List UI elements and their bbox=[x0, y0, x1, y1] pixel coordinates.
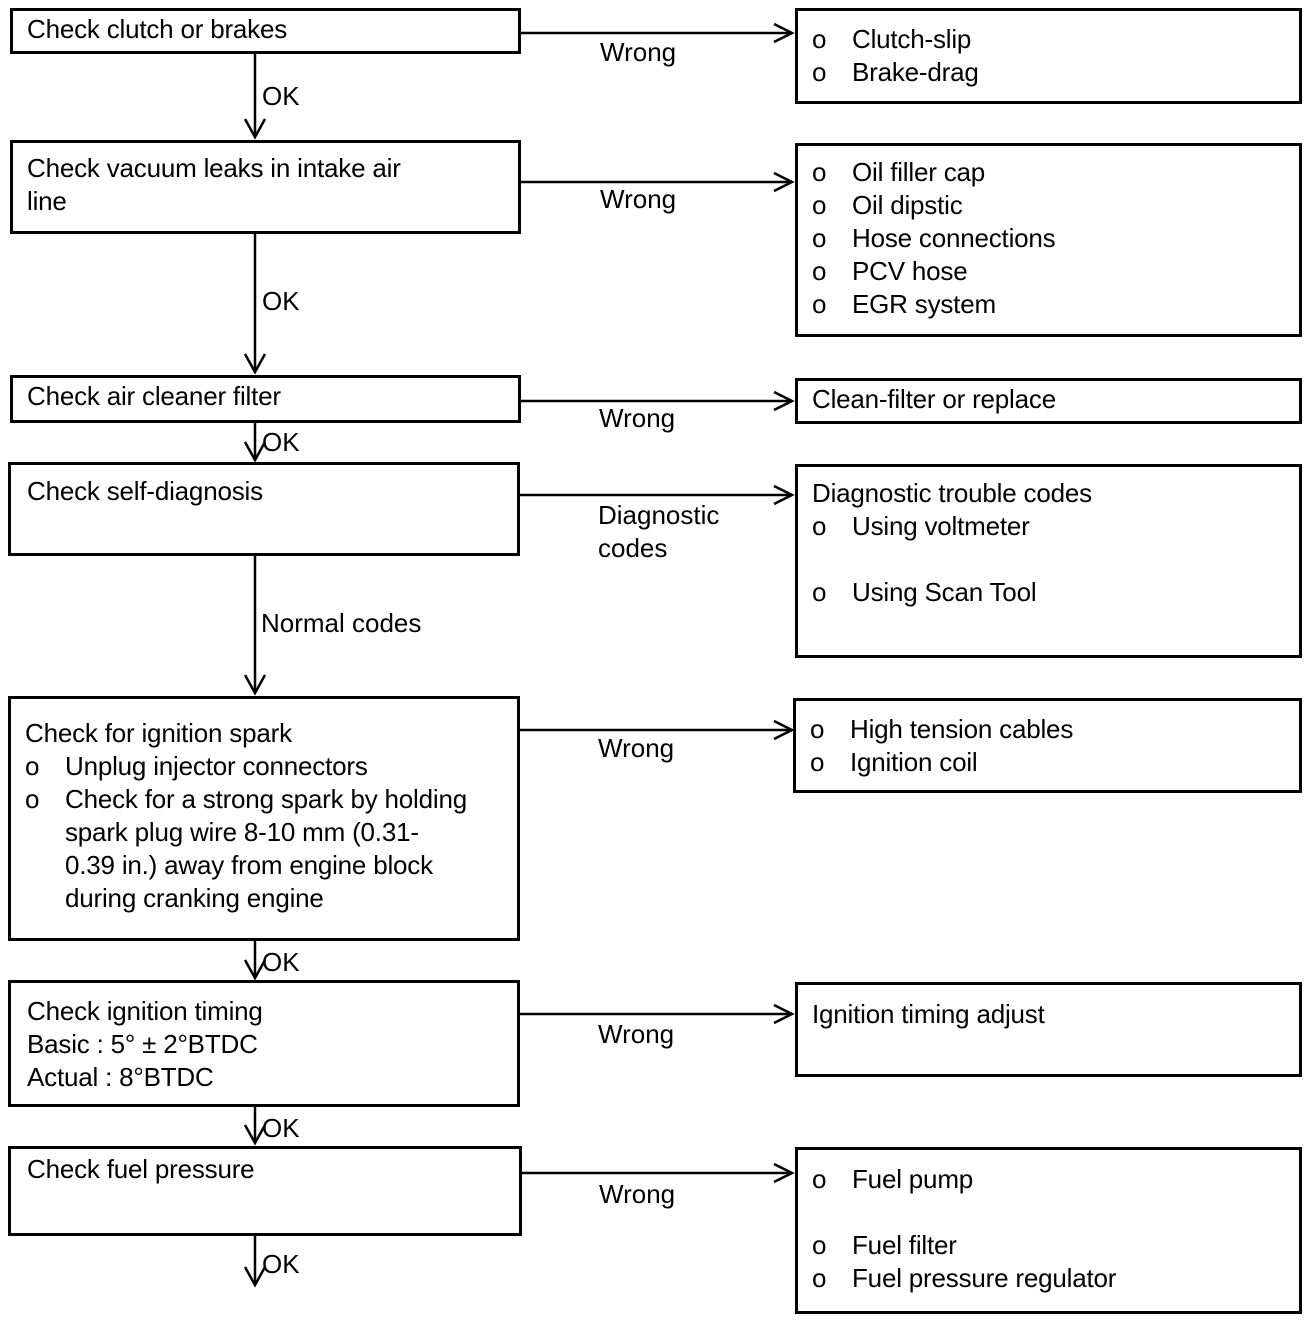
result-list: o Clutch-slip o Brake-drag bbox=[812, 24, 979, 87]
bullet: o bbox=[812, 1230, 827, 1260]
result-diagnostic-codes bbox=[795, 464, 1302, 658]
result-title: Ignition timing adjust bbox=[812, 999, 1045, 1029]
edge-label-wrong: Wrong bbox=[599, 1179, 676, 1209]
edge-label-ok: OK bbox=[262, 286, 300, 316]
step-content: Check for ignition spark o Unplug injector connectors o Check for a strong spark by holding spark plug wire 8-10 mm (0.31- 0.39 in.) away from engine block during cranking engine bbox=[25, 718, 467, 913]
step-clutch-brakes bbox=[10, 8, 521, 54]
edge-label-ok: OK bbox=[262, 1249, 300, 1279]
result-timing-adjust bbox=[795, 982, 1302, 1077]
step-fuel-pressure bbox=[8, 1146, 522, 1236]
result-clean-filter bbox=[795, 378, 1302, 424]
result-list: o Fuel pump o Fuel filter o Fuel pressure regulator bbox=[812, 1164, 1117, 1293]
step-vacuum-leaks bbox=[10, 140, 521, 234]
step-air-cleaner bbox=[10, 375, 521, 423]
bullet: o bbox=[25, 751, 40, 781]
bullet: o bbox=[812, 190, 827, 220]
step-ignition-timing bbox=[8, 980, 520, 1107]
edge-label-wrong: Wrong bbox=[598, 1019, 675, 1049]
edge-label-wrong: Wrong bbox=[600, 37, 677, 67]
bullet: o bbox=[812, 1263, 827, 1293]
edge-label-normal-codes: Normal codes bbox=[261, 608, 422, 638]
bullet: o bbox=[812, 223, 827, 253]
step-title: Check fuel pressure bbox=[27, 1154, 255, 1184]
result-list: o Oil filler cap o Oil dipstic o Hose connections o PCV hose o EGR system bbox=[812, 157, 1056, 319]
bullet: o bbox=[812, 511, 827, 541]
bullet: o bbox=[812, 57, 827, 87]
edge-label-ok: OK bbox=[262, 81, 300, 111]
bullet: o bbox=[812, 1164, 827, 1194]
edge-label-ok: OK bbox=[262, 427, 300, 457]
result-clutch-brake bbox=[795, 8, 1302, 104]
edge-label-ok: OK bbox=[262, 1113, 300, 1143]
edge-label-wrong: Wrong bbox=[598, 733, 675, 763]
bullet: o bbox=[810, 747, 825, 777]
step-title: Check vacuum leaks in intake air line bbox=[27, 153, 401, 216]
bullet: o bbox=[812, 577, 827, 607]
edge-label-diagnostic-codes: Diagnostic codes bbox=[598, 500, 720, 563]
step-content: Check ignition timing Basic : 5° ± 2°BTDC Actual : 8°BTDC bbox=[27, 996, 263, 1092]
result-vacuum-leaks bbox=[795, 143, 1302, 337]
edge-label-ok: OK bbox=[262, 947, 300, 977]
result-list: Diagnostic trouble codes o Using voltmeter o Using Scan Tool bbox=[812, 478, 1092, 607]
step-title: Check self-diagnosis bbox=[27, 476, 263, 506]
step-self-diagnosis bbox=[8, 462, 520, 556]
edge-label-wrong: Wrong bbox=[599, 403, 676, 433]
bullet: o bbox=[812, 289, 827, 319]
step-title: Check clutch or brakes bbox=[27, 14, 288, 44]
step-ignition-spark bbox=[8, 696, 520, 941]
result-title: Clean-filter or replace bbox=[812, 384, 1056, 414]
bullet: o bbox=[810, 714, 825, 744]
edge-label-wrong: Wrong bbox=[600, 184, 677, 214]
bullet: o bbox=[812, 256, 827, 286]
result-ignition-spark bbox=[793, 698, 1302, 793]
bullet: o bbox=[25, 784, 40, 814]
result-fuel-pressure bbox=[795, 1147, 1302, 1314]
bullet: o bbox=[812, 24, 827, 54]
bullet: o bbox=[812, 157, 827, 187]
result-list: o High tension cables o Ignition coil bbox=[810, 714, 1074, 777]
step-title: Check air cleaner filter bbox=[27, 381, 281, 411]
